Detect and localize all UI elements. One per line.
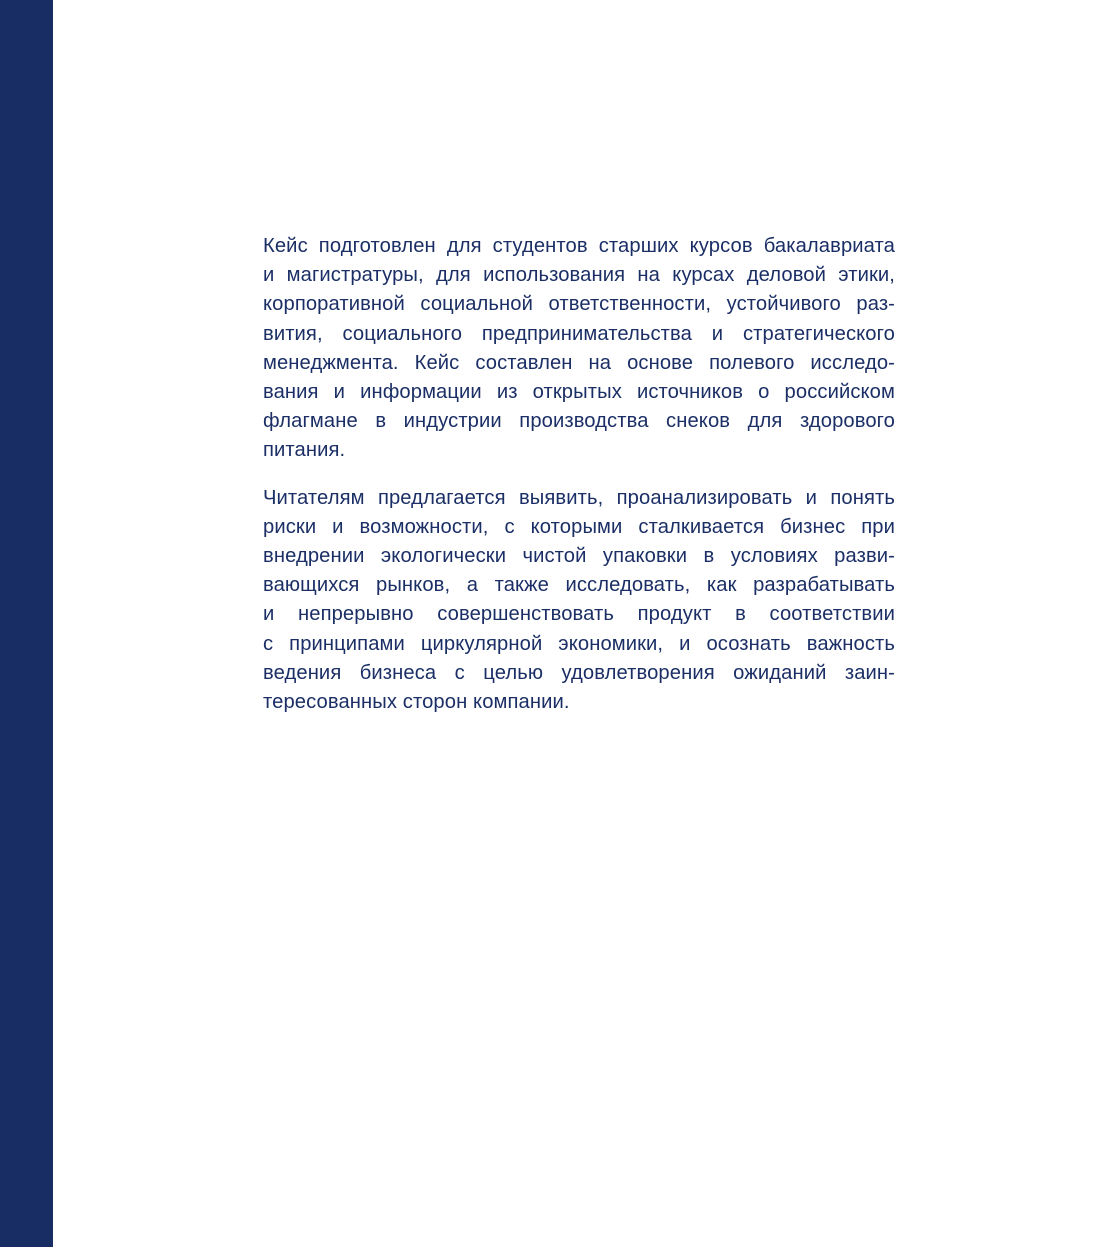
text-line: менеджмента. Кейс составлен на основе полевого исследо- <box>263 351 895 374</box>
text-line: с принципами циркулярной экономики, и осознать важность <box>263 632 895 655</box>
text-line: Читателям предлагается выявить, проанализировать и понять <box>263 486 895 509</box>
text-line: корпоративной социальной ответственности, устойчивого раз- <box>263 293 895 316</box>
text-line: и магистратуры, для использования на курсах деловой этики, <box>263 264 895 287</box>
text-line: риски и возможности, с которыми сталкивается бизнес при <box>263 515 895 538</box>
text-line: вающихся рынков, а также исследовать, как разрабатывать <box>263 574 895 597</box>
abstract-text-block <box>263 232 895 717</box>
abstract-paragraph-1 <box>263 232 895 466</box>
text-line: питания. <box>263 439 346 462</box>
text-line: тересованных сторон компании. <box>263 691 570 714</box>
text-line: и непрерывно совершенствовать продукт в соответствии <box>263 603 895 626</box>
text-line: вания и информации из открытых источников о российском <box>263 381 895 404</box>
side-color-band <box>0 0 53 1247</box>
text-line: ведения бизнеса с целью удовлетворения ожиданий заин- <box>263 661 895 684</box>
text-line: флагмане в индустрии производства снеков для здорового <box>263 410 895 433</box>
text-line: внедрении экологически чистой упаковки в условиях разви- <box>263 545 895 568</box>
text-line: вития, социального предпринимательства и стратегического <box>263 322 895 345</box>
abstract-paragraph-2 <box>263 484 895 718</box>
text-line: Кейс подготовлен для студентов старших курсов бакалавриата <box>263 235 895 257</box>
